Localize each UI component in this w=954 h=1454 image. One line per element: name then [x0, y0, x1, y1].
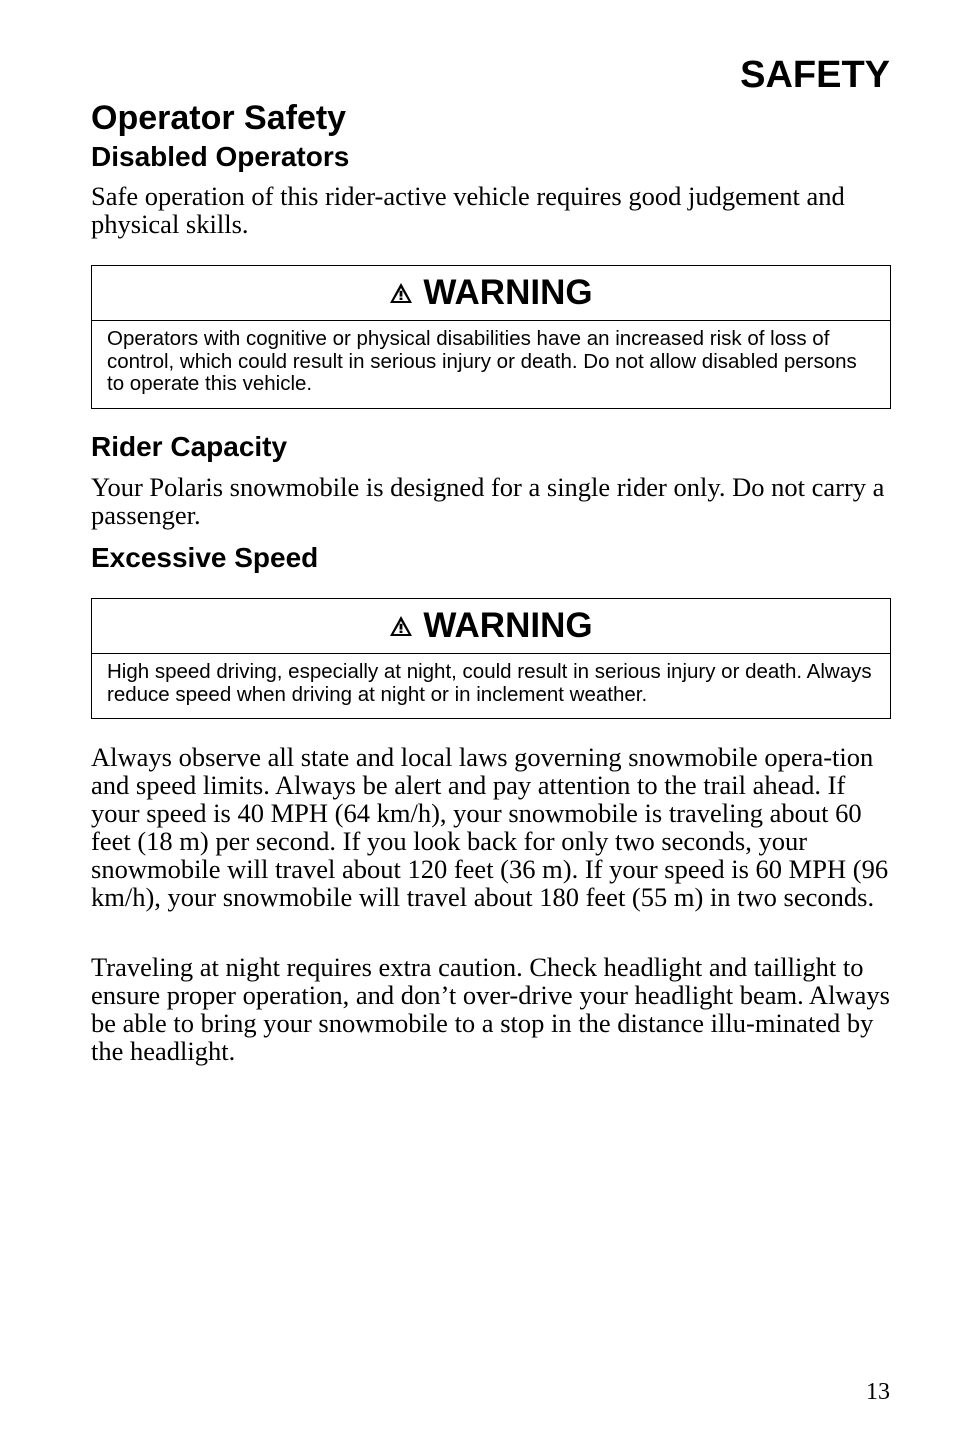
warning-triangle-icon	[389, 282, 413, 304]
rider-capacity-text: Your Polaris snowmobile is designed for a single rider only. Do not carry a passenger.	[91, 472, 885, 530]
warning-box-disabled	[91, 265, 891, 409]
warning-header	[92, 266, 890, 321]
warning-text: High speed driving, especially at night, could result in serious injury or death. Always reduce speed when driving at night or in inclement weather.	[107, 660, 872, 706]
warning-label: WARNING	[423, 606, 593, 645]
disabled-operators-text: Safe operation of this rider-active vehicle requires good judgement and physical skills.	[91, 181, 845, 239]
warning-triangle-icon	[389, 615, 413, 637]
section-title: SAFETY	[740, 54, 890, 96]
warning-label: WARNING	[423, 273, 593, 312]
excessive-speed-heading: Excessive Speed	[91, 542, 319, 573]
warning-box-speed	[91, 598, 891, 719]
warning-header	[92, 599, 890, 654]
speed-paragraph-1: Always observe all state and local laws governing snowmobile opera-tion and speed limits. Always be alert and pay attention to the trail ahead. If your speed is 40 MPH (64 km/h), your snowmobile is traveling about 60 feet (18 m) per second. If you look back for only two seconds, your snowmobile will travel about 120 feet (36 m). If your speed is 60 MPH (96 km/h), your snowmobile will travel about 180 feet (55 m) in two seconds.	[91, 742, 889, 912]
speed-paragraph-2: Traveling at night requires extra caution. Check headlight and taillight to ensure proper operation, and don’t over-drive your headlight beam. Always be able to bring your snowmobile to a stop in the distance illu-minated by the headlight.	[91, 952, 890, 1066]
page-heading: Operator Safety	[91, 99, 347, 137]
warning-text: Operators with cognitive or physical disabilities have an increased risk of loss of control, which could result in serious injury or death. Do not allow disabled persons to operate this vehicle.	[107, 327, 857, 395]
rider-capacity-heading: Rider Capacity	[91, 431, 288, 462]
page-number: 13	[866, 1379, 890, 1405]
disabled-operators-heading: Disabled Operators	[91, 141, 350, 172]
